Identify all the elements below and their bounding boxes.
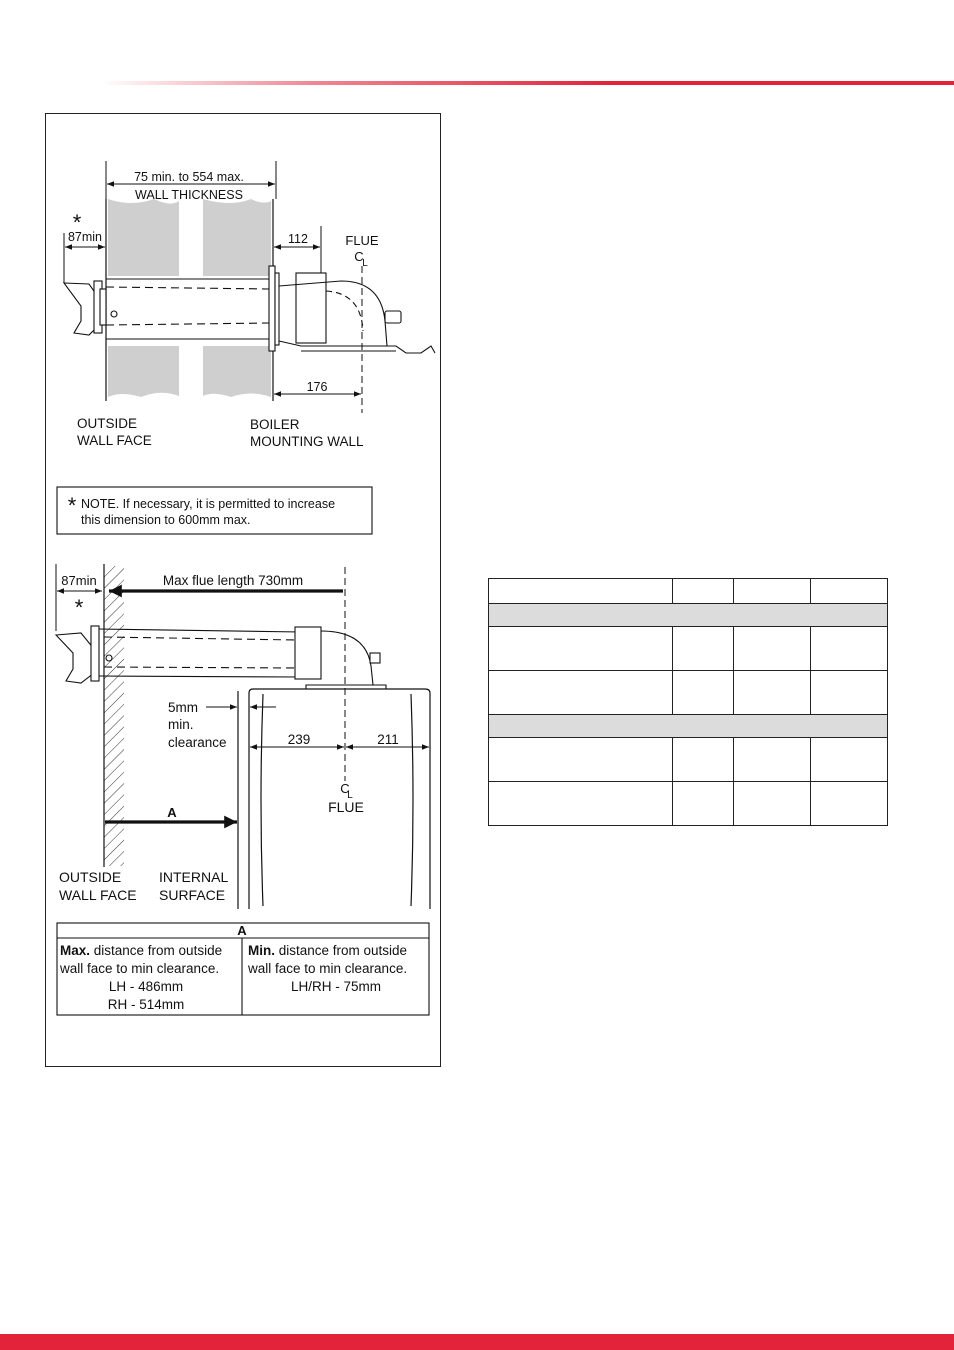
boiler-mounting-wall-line2: MOUNTING WALL — [250, 434, 364, 449]
clearance-line2: min. — [168, 717, 194, 732]
top-wall-section — [106, 199, 273, 401]
table-row — [489, 627, 888, 671]
top-112-dimension — [274, 226, 321, 273]
table-a-min-lhrh: LH/RH - 75mm — [290, 979, 382, 994]
table-row — [489, 738, 888, 782]
table-a-header: A — [237, 923, 247, 938]
note-asterisk: * — [67, 493, 77, 518]
top-outside-wall-face-line2: WALL FACE — [77, 433, 152, 448]
top-flue-label: FLUE — [345, 233, 379, 248]
top-asterisk: * — [72, 210, 82, 235]
max-flue-length-arrow — [109, 573, 343, 591]
wall-block-upper-right — [203, 199, 271, 276]
dim-239-label: 239 — [287, 732, 311, 747]
top-176-dimension — [274, 380, 361, 394]
bottom-outside-wall-face-line1: OUTSIDE — [59, 869, 122, 885]
spec-table-header-row — [489, 579, 888, 604]
bottom-87min-label: 87min — [61, 573, 97, 588]
note-line2: this dimension to 600mm max. — [81, 513, 251, 527]
bottom-87min-dimension — [56, 564, 102, 631]
table-a-max-text1: distance from outside — [90, 943, 223, 958]
table-a-max-lh: LH - 486mm — [108, 979, 184, 994]
table-a-min-line2: wall face to min clearance. — [248, 961, 408, 976]
dim-211-label: 211 — [377, 732, 399, 747]
top-cl-l: L — [362, 258, 368, 269]
top-cl-c: C — [354, 249, 364, 264]
boiler-mounting-wall-line1: BOILER — [250, 417, 300, 432]
top-176-label: 176 — [306, 380, 328, 394]
dimension-a-table — [57, 923, 429, 1015]
note-line1: NOTE. If necessary, it is permitted to increase — [81, 497, 336, 511]
clearance-annotation — [168, 700, 276, 750]
footer-accent-bar — [0, 1334, 954, 1350]
wall-block-lower-left — [108, 346, 179, 397]
header-accent-rule — [100, 81, 954, 85]
bottom-cl-l: L — [347, 790, 353, 801]
top-112-label: 112 — [288, 232, 308, 246]
bottom-cl-c: C — [340, 781, 350, 796]
note-box — [57, 487, 372, 534]
clearance-line1: 5mm — [168, 700, 198, 715]
table-a-max-line2: wall face to min clearance. — [60, 961, 220, 976]
table-a-min-line1 — [248, 943, 407, 958]
spec-table-section-row — [489, 604, 888, 627]
internal-surface-line1: INTERNAL — [159, 869, 229, 885]
table-a-min-text1: distance from outside — [275, 943, 408, 958]
table-row — [489, 782, 888, 826]
table-a-max-rh: RH - 514mm — [107, 997, 185, 1012]
top-flue-pipe — [64, 266, 435, 353]
clearance-line3: clearance — [168, 735, 227, 750]
wall-block-upper-left — [108, 199, 179, 276]
arrow-a — [105, 805, 237, 822]
top-outside-wall-face-line1: OUTSIDE — [77, 416, 138, 431]
spec-table — [488, 578, 888, 826]
internal-surface-line2: SURFACE — [159, 887, 226, 903]
wall-thickness-range: 75 min. to 554 max. — [134, 170, 244, 184]
arrow-a-label: A — [167, 805, 177, 820]
wall-thickness-dimension — [106, 161, 276, 202]
table-row — [489, 671, 888, 715]
spec-table-section-row — [489, 715, 888, 738]
wall-thickness-label: WALL THICKNESS — [135, 188, 243, 202]
bottom-flue-label: FLUE — [328, 799, 364, 815]
flue-diagram-frame — [45, 113, 441, 1067]
wall-block-lower-right — [203, 346, 271, 397]
top-87min-dimension — [64, 210, 105, 283]
flue-diagram — [46, 114, 440, 1066]
max-flue-length-label: Max flue length 730mm — [162, 573, 304, 588]
table-a-max-line1 — [60, 943, 222, 958]
bottom-outside-wall-face-line2: WALL FACE — [59, 887, 137, 903]
table-a-min-bold: Min. — [248, 943, 275, 958]
bottom-asterisk: * — [74, 595, 84, 620]
table-a-max-bold: Max. — [60, 943, 91, 958]
width-dimensions — [250, 732, 429, 747]
top-87min-label: 87min — [67, 230, 103, 244]
